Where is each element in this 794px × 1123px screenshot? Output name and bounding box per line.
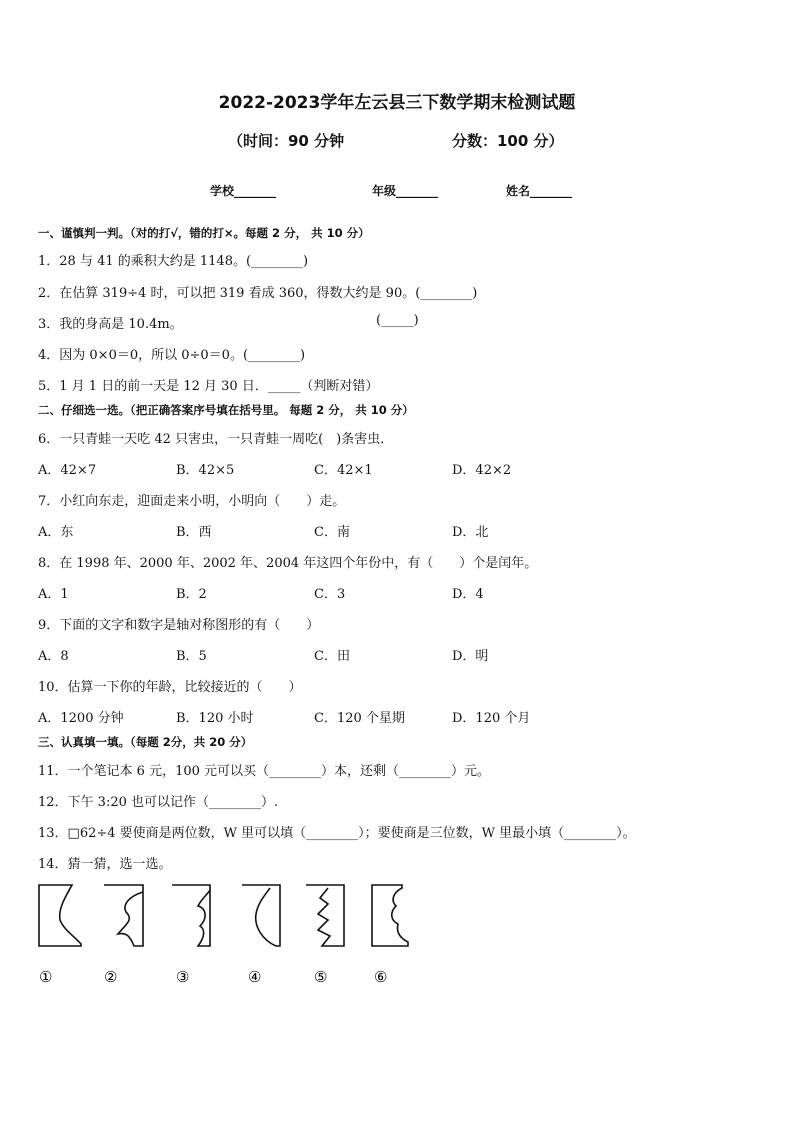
question-8: 8．在 1998 年、2000 年、2002 年、2004 年这四个年份中，有（ ）个是闰年。 — [38, 556, 538, 571]
page-title: 2022-2023学年左云县三下数学期末检测试题 — [218, 93, 576, 113]
q6-option-c: C．42×1 — [314, 463, 373, 478]
question-1: 1．28 与 41 的乘积大约是 1148。(________) — [38, 254, 309, 269]
q6-option-d: D．42×2 — [452, 463, 512, 478]
question-12: 12．下午 3:20 也可以记作（________）. — [38, 795, 279, 810]
exam-time: （时间：90 分钟 — [228, 132, 345, 150]
question-13: 13．□62÷4 要使商是两位数，W 里可以填（________）；要使商是三位数，W 里最小填（________）。 — [38, 826, 636, 841]
q7-option-c: C．南 — [314, 525, 350, 540]
question-11: 11．一个笔记本 6 元，100 元可以买（________）本，还剩（________）元。 — [38, 764, 491, 779]
q9-option-a: A．8 — [38, 649, 69, 664]
question-3: 3．我的身高是 10.4m。 — [38, 317, 183, 332]
figure-4-shape — [242, 885, 280, 946]
section-3-heading: 三、认真填一填。（每题 2分，共 20 分） — [38, 735, 253, 749]
q8-option-a: A．1 — [38, 587, 69, 602]
question-14: 14．猜一猜，选一选。 — [38, 857, 172, 872]
question-9: 9．下面的文字和数字是轴对称图形的有（ ） — [38, 618, 320, 633]
figure-label-6: ⑥ — [374, 968, 388, 986]
q10-option-d: D．120 个月 — [452, 711, 531, 726]
q6-option-a: A．42×7 — [38, 463, 97, 478]
grade-field: 年级_______ — [372, 184, 439, 198]
q10-option-a: A．1200 分钟 — [38, 711, 124, 726]
figure-3-shape — [172, 885, 210, 946]
q8-option-b: B．2 — [176, 587, 207, 602]
section-1-heading: 一、谨慎判一判。（对的打√，错的打×。每题 2 分， 共 10 分） — [38, 226, 370, 240]
q8-option-d: D．4 — [452, 587, 484, 602]
q9-option-b: B．5 — [176, 649, 207, 664]
figure-label-4: ④ — [248, 968, 262, 986]
figure-6-shape — [372, 885, 408, 946]
figure-2-shape — [104, 885, 143, 946]
question-2: 2．在估算 319÷4 时，可以把 319 看成 360，得数大约是 90。(________) — [38, 286, 478, 301]
q7-option-d: D．北 — [452, 525, 489, 540]
section-2-heading: 二、仔细选一选。（把正确答案序号填在括号里。 每题 2 分， 共 10 分） — [38, 403, 414, 417]
q7-option-a: A．东 — [38, 525, 74, 540]
figure-label-3: ③ — [176, 968, 190, 986]
figure-label-5: ⑤ — [314, 968, 328, 986]
exam-score: 分数：100 分） — [452, 132, 564, 150]
question-6: 6．一只青蛙一天吃 42 只害虫，一只青蛙一周吃( )条害虫． — [38, 432, 394, 447]
question-7: 7．小红向东走，迎面走来小明，小明向（ ）走。 — [38, 494, 346, 509]
q10-option-b: B．120 小时 — [176, 711, 254, 726]
figure-label-2: ② — [104, 968, 118, 986]
question-4: 4．因为 0×0＝0，所以 0÷0＝0。(________) — [38, 348, 306, 363]
q8-option-c: C．3 — [314, 587, 346, 602]
q7-option-b: B．西 — [176, 525, 212, 540]
question-10: 10．估算一下你的年龄，比较接近的（ ） — [38, 680, 302, 695]
figure-1-shape — [39, 885, 81, 946]
question-3-blank: (_____) — [376, 313, 419, 328]
figure-label-1: ① — [39, 968, 53, 986]
q10-option-c: C．120 个星期 — [314, 711, 405, 726]
question-5: 5．1 月 1 日的前一天是 12 月 30 日．_____（判断对错） — [38, 379, 379, 394]
figure-5-shape — [306, 885, 344, 946]
q9-option-c: C．田 — [314, 649, 350, 664]
school-field: 学校_______ — [210, 184, 277, 198]
q6-option-b: B．42×5 — [176, 463, 235, 478]
q9-option-d: D．明 — [452, 649, 489, 664]
name-field: 姓名_______ — [506, 184, 573, 198]
shape-figures — [30, 878, 430, 998]
